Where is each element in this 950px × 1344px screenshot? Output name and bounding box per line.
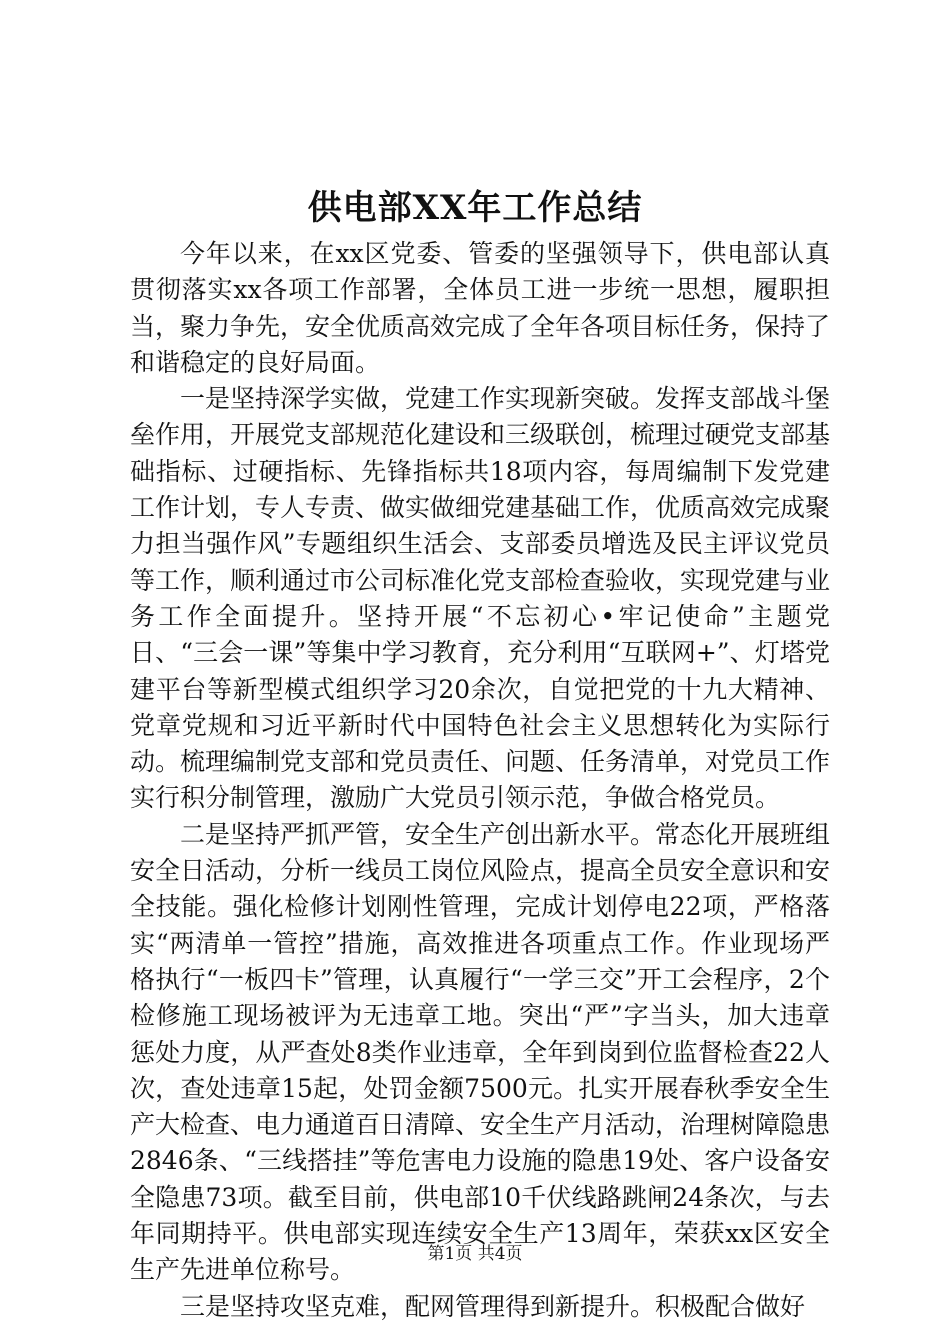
paragraph-intro: 今年以来，在xx区党委、管委的坚强领导下，供电部认真贯彻落实xx各项工作部署，全体员工进一步统一思想，履职担当，聚力争先，安全优质高效完成了全年各项目标任务，保持了和谐稳定的良好局面。 (130, 239, 831, 377)
page-footer: 第1页 共4页 (427, 1244, 523, 1264)
document-title: 供电部XX年工作总结 (307, 188, 643, 228)
paragraph-distribution-network: 三是坚持攻坚克难，配网管理得到新提升。积极配合做好 (180, 1291, 806, 1321)
paragraph-safety-production: 二是坚持严抓严管，安全生产创出新水平。常态化开展班组安全日活动，分析一线员工岗位风险点，提高全员安全意识和安全技能。强化检修计划刚性管理，完成计划停电22项，严格落实“两清单一管控”措施，高效推进各项重点工作。作业现场严格执行“一板四卡”管理，认真履行“一学三交”开工会程序，2个检修施工现场被评为无违章工地。突出“严”字当头，加大违章惩处力度，从严查处8类作业违章，全年到岗到位监督检查22人次，查处违章15起，处罚金额7500元。扎实开展春秋季安全生产大检查、电力通道百日清障、安全生产月活动，治理树障隐患2846条、“三线搭挂”等危害电力设施的隐患19处、客户设备安全隐患73项。截至目前，供电部10千伏线路跳闸24条次，与去年同期持平。供电部实现连续安全生产13周年，荣获xx区安全生产先进单位称号。 (130, 819, 831, 1285)
paragraph-party-building: 一是坚持深学实做，党建工作实现新突破。发挥支部战斗堡垒作用，开展党支部规范化建设和三级联创，梳理过硬党支部基础指标、过硬指标、先锋指标共18项内容，每周编制下发党建工作计划，专人专责、做实做细党建基础工作，优质高效完成聚力担当强作风”专题组织生活会、支部委员增选及民主评议党员等工作，顺利通过市公司标准化党支部检查验收，实现党建与业务工作全面提升。坚持开展“不忘初心•牢记使命”主题党日、“三会一课”等集中学习教育，充分利用“互联网+”、灯塔党建平台等新型模式组织学习20余次，自觉把党的十九大精神、党章党规和习近平新时代中国特色社会主义思想转化为实际行动。梳理编制党支部和党员责任、问题、任务清单，对党员工作实行积分制管理，激励广大党员引领示范，争做合格党员。 (130, 384, 831, 813)
document-body (130, 236, 830, 1325)
